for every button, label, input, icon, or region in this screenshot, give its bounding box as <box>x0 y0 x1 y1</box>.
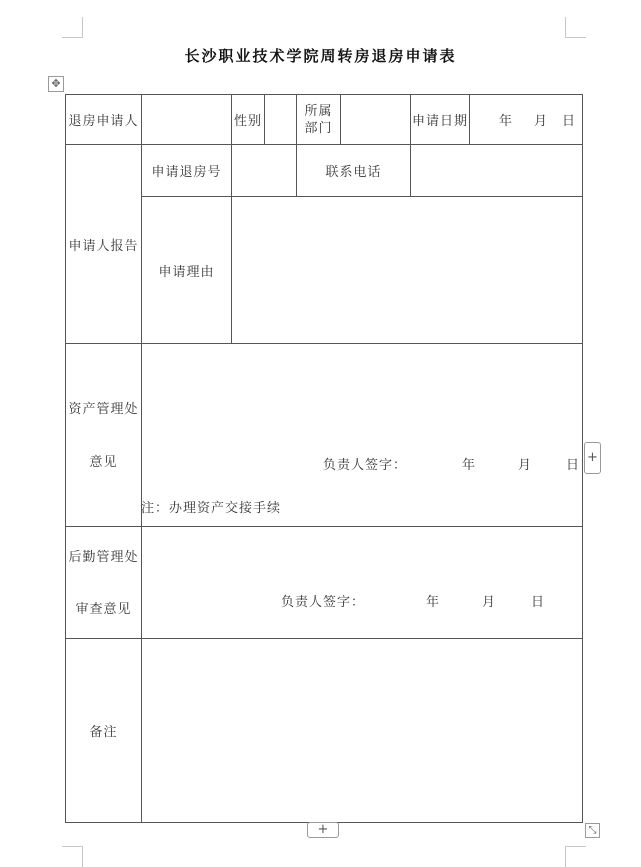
date-month-text: 月 <box>534 114 549 129</box>
asset-office-label-line2: 意见 <box>89 454 118 470</box>
department-label-line2: 部门 <box>304 120 333 136</box>
document-title: 长沙职业技术学院周转房退房申请表 <box>184 47 457 65</box>
asset-month-text: 月 <box>517 457 532 473</box>
table-resize-handle-icon[interactable]: ⤡ <box>585 823 600 838</box>
logistics-signature-label: 负责人签字： <box>281 594 366 610</box>
date-label: 申请日期 <box>411 114 468 129</box>
logistics-month-text: 月 <box>481 594 496 610</box>
asset-year-text: 年 <box>461 457 476 473</box>
reason-label: 申请理由 <box>158 264 215 280</box>
logistics-opinion-field[interactable] <box>142 527 582 638</box>
asset-signature-label: 负责人签字： <box>323 457 408 473</box>
phone-input[interactable] <box>411 145 582 196</box>
logistics-office-label-line1: 后勤管理处 <box>68 549 139 565</box>
add-column-button[interactable]: + <box>584 442 601 474</box>
asset-office-label-line1: 资产管理处 <box>68 401 139 417</box>
add-row-button[interactable]: + <box>307 822 339 838</box>
department-label-line1: 所属 <box>304 103 333 119</box>
logistics-office-label-line2: 审查意见 <box>75 601 132 617</box>
logistics-year-text: 年 <box>425 594 440 610</box>
date-day-text: 日 <box>562 114 577 129</box>
asset-day-text: 日 <box>565 457 580 473</box>
table-move-handle-icon[interactable]: ✥ <box>48 76 64 92</box>
asset-note: 注：办理资产交接手续 <box>141 500 282 516</box>
department-input[interactable] <box>341 95 410 144</box>
remarks-field[interactable] <box>142 639 582 822</box>
remarks-label: 备注 <box>89 725 118 740</box>
department-label <box>297 95 340 144</box>
room-number-input[interactable] <box>232 145 296 196</box>
applicant-input[interactable] <box>142 95 231 144</box>
logistics-day-text: 日 <box>530 594 545 610</box>
applicant-label: 退房申请人 <box>68 114 139 129</box>
application-date-field[interactable] <box>470 95 582 144</box>
reason-input[interactable] <box>232 197 582 343</box>
phone-label: 联系电话 <box>325 165 382 180</box>
room-number-label: 申请退房号 <box>151 165 222 180</box>
gender-input[interactable] <box>265 95 296 144</box>
report-section-label: 申请人报告 <box>68 238 139 254</box>
date-year-text: 年 <box>499 114 514 129</box>
gender-label: 性别 <box>233 114 262 129</box>
